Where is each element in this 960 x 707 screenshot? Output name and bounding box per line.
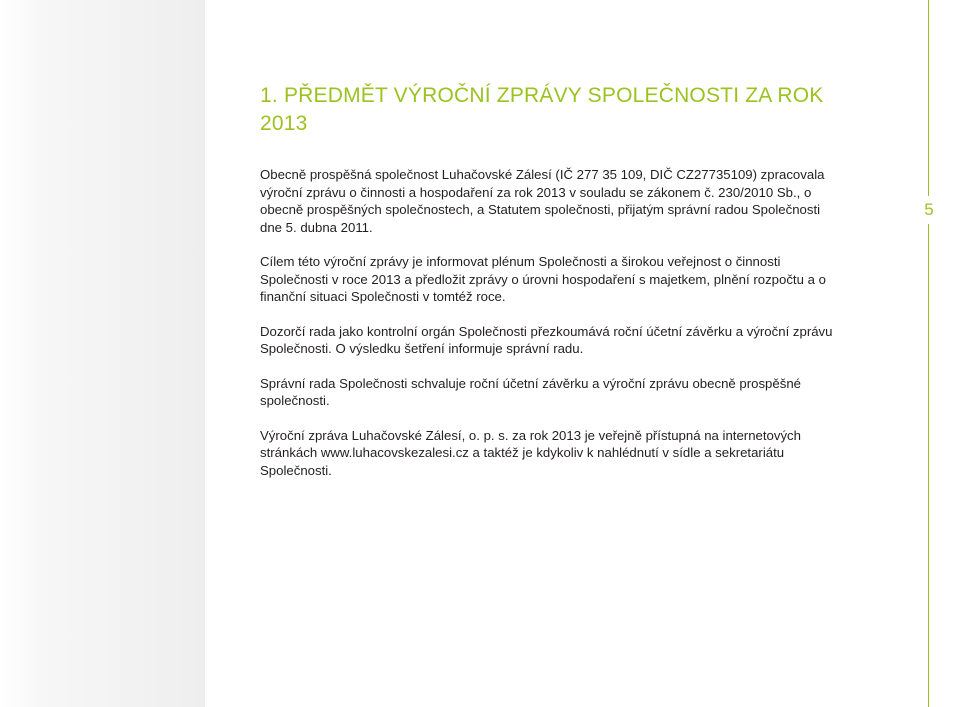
document-body — [260, 82, 842, 479]
margin-rule-bottom — [928, 224, 929, 707]
paragraph-availability: Výroční zpráva Luhačovské Zálesí, o. p. s. za rok 2013 je veřejně přístupná na internetových stránkách www.luhacovskezalesi.cz a taktéž je kdykoliv k nahlédnutí v sídle a sekretariátu Společnosti. — [260, 427, 801, 478]
paragraph-purpose: Cílem této výroční zprávy je informovat plénum Společnosti a širokou veřejnost o činnosti Společnosti v roce 2013 a předložit zprávy o úrovni hospodaření s majetkem, plnění rozpočtu a o finanční situaci Společnosti v tomtéž roce. — [260, 254, 826, 304]
paragraph-intro: Obecně prospěšná společnost Luhačovské Zálesí (IČ 277 35 109, DIČ CZ27735109) zpracovala výroční zprávu o činnosti a hospodaření za rok 2013 v souladu se zákonem č. 230/2010 Sb., o obecně prospěšných společnostech, a Statutem společnosti, přijatým správní radou Společnosti dne 5. dubna 2011. — [260, 167, 825, 235]
paragraph-supervisory-board: Dozorčí rada jako kontrolní orgán Společnosti přezkoumává roční účetní závěrku a výroční zprávu Společnosti. O výsledku šetření informuje správní radu. — [260, 323, 833, 356]
page-title: 1. PŘEDMĚT VÝROČNÍ ZPRÁVY SPOLEČNOSTI ZA ROK 2013 — [260, 84, 824, 135]
margin-rule-top — [928, 0, 929, 196]
page-number: 5 — [924, 200, 934, 219]
paragraph-board-approval: Správní rada Společnosti schvaluje roční účetní závěrku a výroční zprávu obecně prospěšné společnosti. — [260, 375, 801, 408]
left-margin-strip — [0, 0, 205, 707]
